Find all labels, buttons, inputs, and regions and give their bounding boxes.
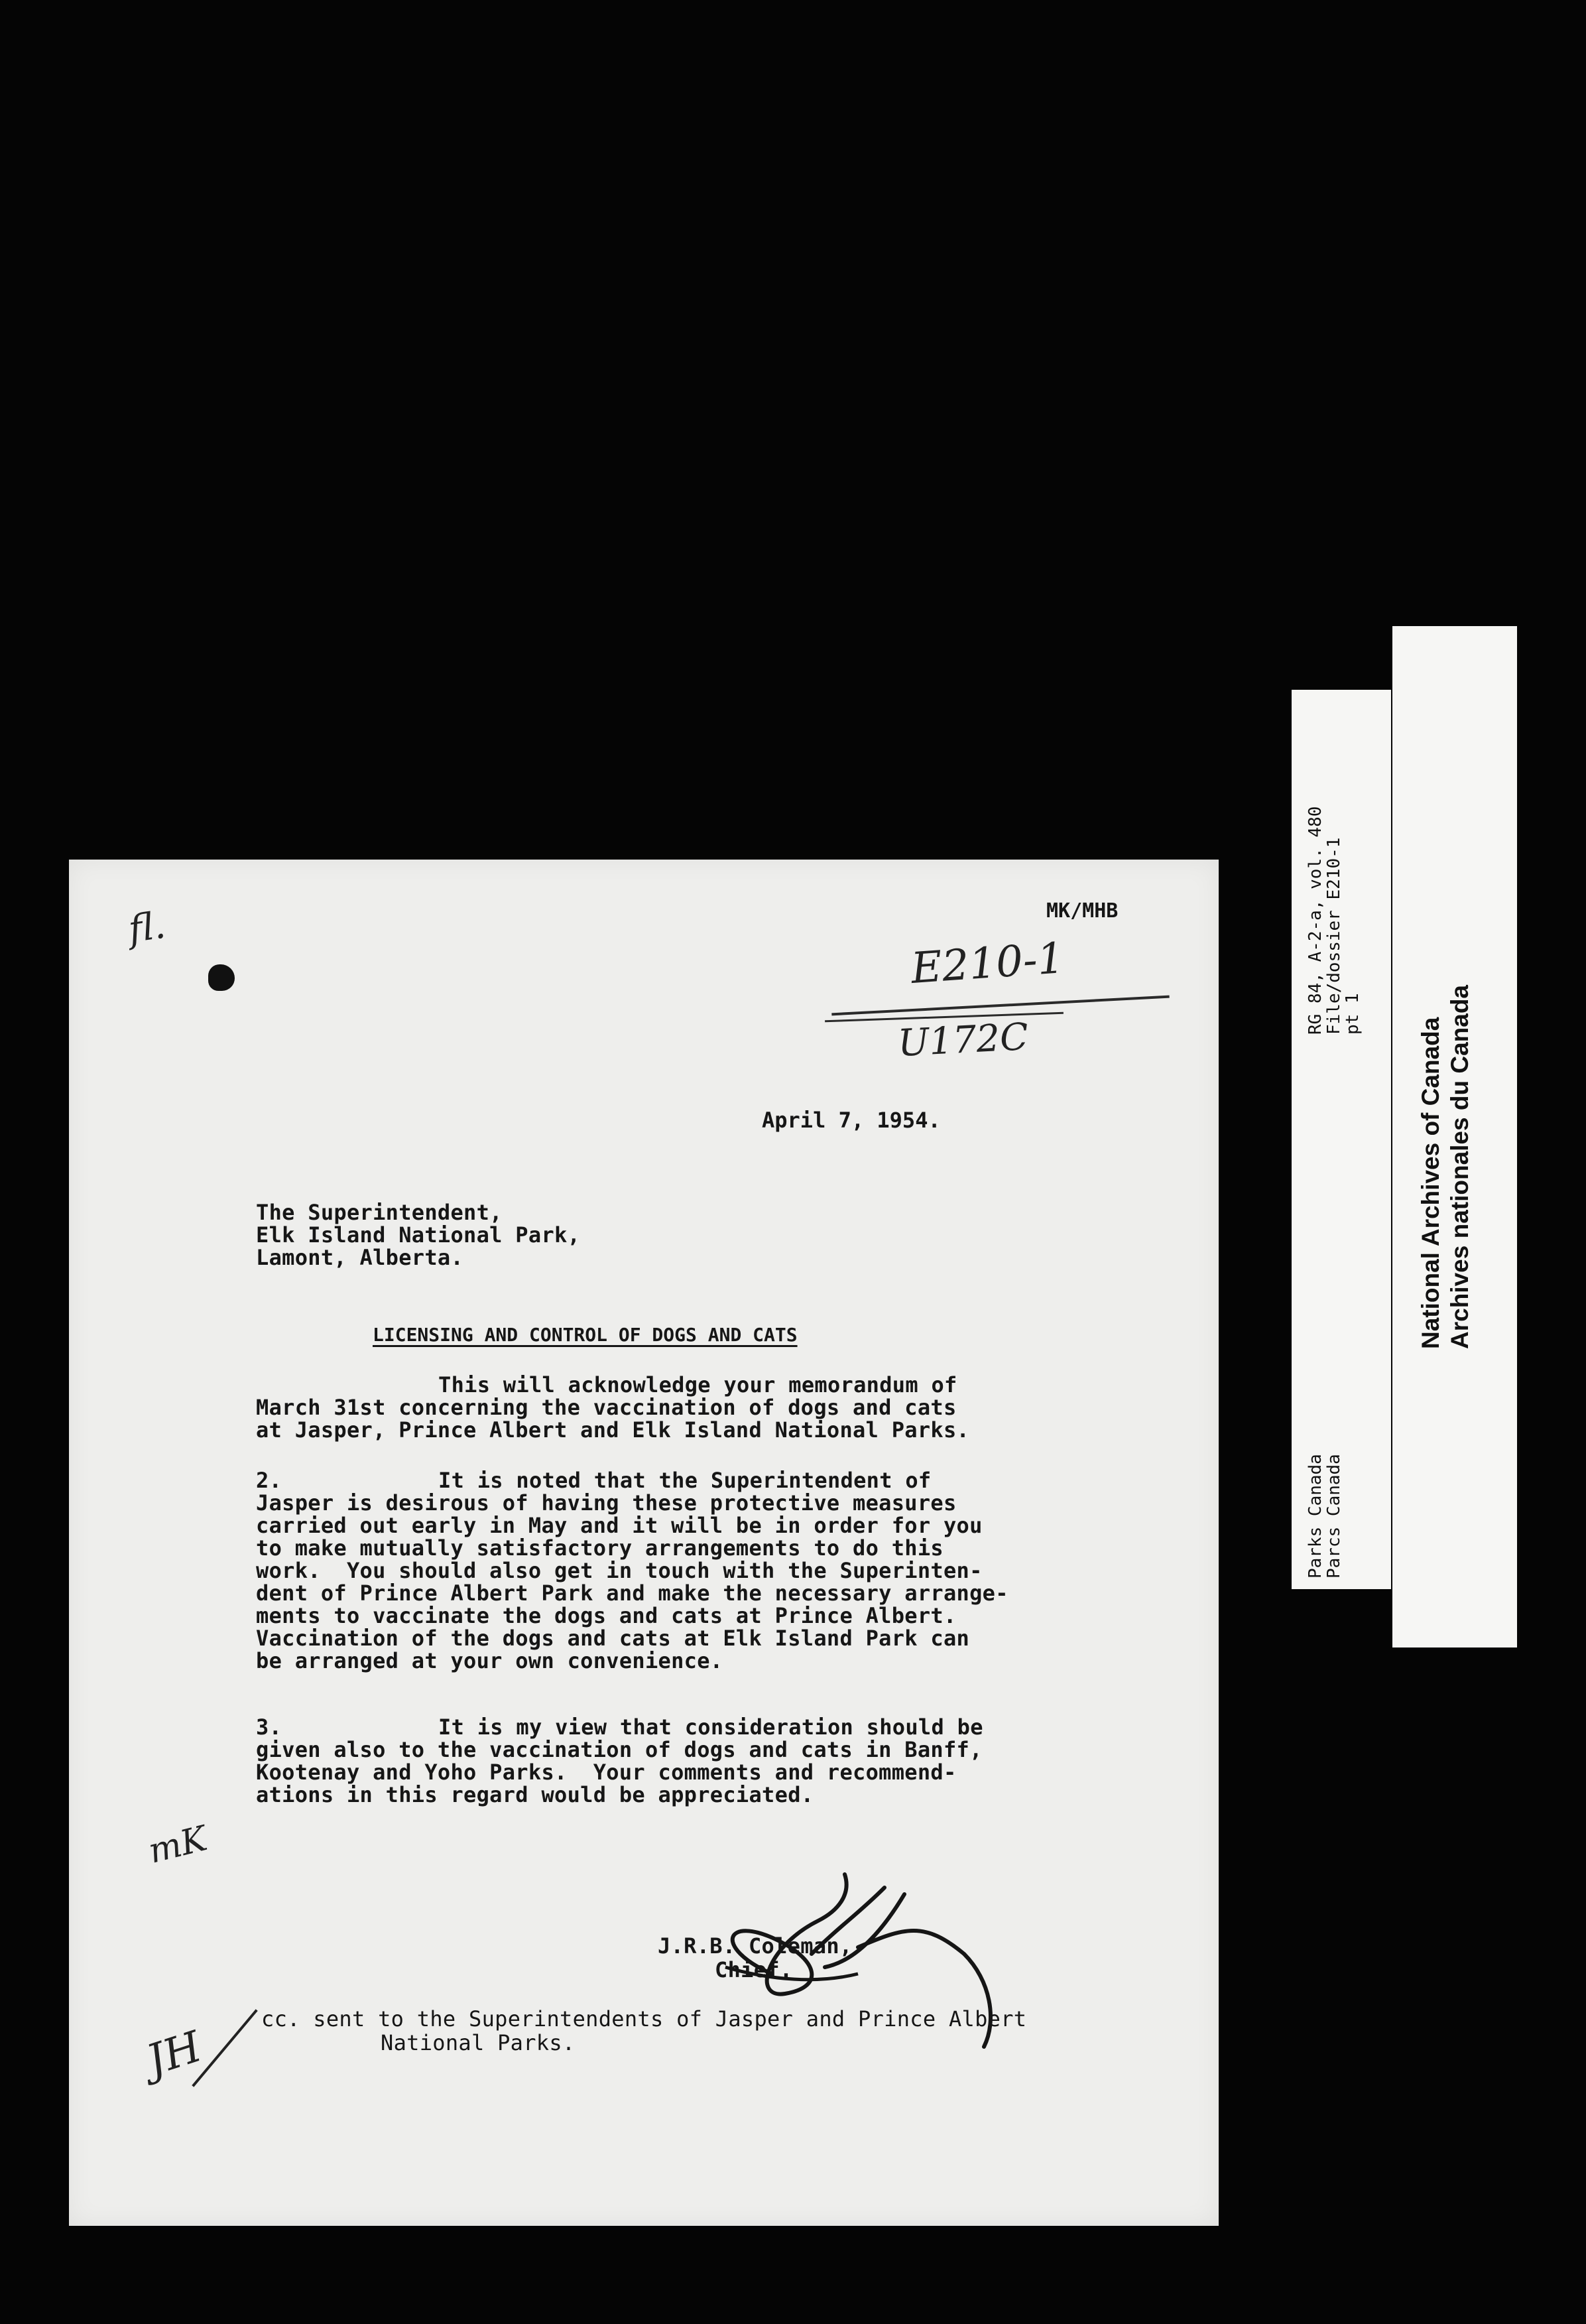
- initial-stroke: [192, 2009, 257, 2087]
- paragraph-number: 3.: [256, 1714, 282, 1740]
- handwritten-file-number: E210-1: [909, 934, 1066, 994]
- cc-line: cc. sent to the Superintendents of Jasper and Prince Albert: [261, 2006, 1027, 2032]
- signatory-title: Chief.: [715, 1957, 793, 1982]
- paragraph-line: carried out early in May and it will be in order for you: [256, 1513, 983, 1538]
- paragraph-line: It is noted that the Superintendent of: [438, 1468, 932, 1493]
- ink-blot: [208, 964, 235, 991]
- paragraph-line: dent of Prince Albert Park and make the necessary arrange-: [256, 1581, 1008, 1606]
- cc-line: National Parks.: [381, 2030, 576, 2055]
- reference-line-2: File/dossier E210-1: [1324, 837, 1344, 1035]
- paragraph-line: This will acknowledge your memorandum of: [438, 1372, 957, 1397]
- handwritten-file-number-secondary: U172C: [896, 1015, 1030, 1066]
- paragraph-line: work. You should also get in touch with the Superinten-: [256, 1558, 983, 1583]
- recipient-line: The Superintendent,: [256, 1200, 503, 1225]
- file-number-divider: [831, 996, 1170, 1016]
- signatory-name: J.R.B. Coleman,: [658, 1933, 853, 1959]
- paragraph-line: to make mutually satisfactory arrangements to do this: [256, 1535, 944, 1561]
- reference-code: MK/MHB: [1046, 899, 1119, 923]
- subject-heading: LICENSING AND CONTROL OF DOGS AND CATS: [373, 1324, 798, 1346]
- agency-en: Parks Canada: [1306, 1454, 1325, 1579]
- letter-page: [69, 860, 1219, 2226]
- archival-reference-label: [1292, 690, 1391, 1589]
- handwritten-initial-mk: mK: [145, 1819, 212, 1872]
- reference-line-3: pt 1: [1343, 993, 1363, 1035]
- paragraph-line: be arranged at your own convenience.: [256, 1648, 723, 1673]
- institution-name-fr: Archives nationales du Canada: [1446, 984, 1473, 1349]
- paragraph-line: ments to vaccinate the dogs and cats at Prince Albert.: [256, 1603, 957, 1628]
- handwritten-initial-top: fl.: [125, 903, 168, 952]
- paragraph-line: March 31st concerning the vaccination of dogs and cats: [256, 1395, 957, 1420]
- letter-date: April 7, 1954.: [762, 1108, 941, 1133]
- archival-institution-label: [1392, 626, 1517, 1647]
- agency-fr: Parcs Canada: [1324, 1454, 1344, 1579]
- paragraph-number: 2.: [256, 1468, 282, 1493]
- paragraph-line: Kootenay and Yoho Parks. Your comments and recommend-: [256, 1760, 957, 1785]
- paragraph-line: Jasper is desirous of having these protective measures: [256, 1490, 957, 1516]
- paragraph-line: ations in this regard would be appreciated.: [256, 1782, 814, 1807]
- recipient-line: Elk Island National Park,: [256, 1222, 581, 1248]
- paragraph-line: given also to the vaccination of dogs and cats in Banff,: [256, 1737, 983, 1762]
- handwritten-initial-jh: JH: [141, 2022, 208, 2086]
- recipient-line: Lamont, Alberta.: [256, 1245, 464, 1270]
- paragraph-line: Vaccination of the dogs and cats at Elk Island Park can: [256, 1626, 970, 1651]
- reference-line-1: RG 84, A-2-a, vol. 480: [1306, 806, 1325, 1035]
- paragraph-line: at Jasper, Prince Albert and Elk Island National Parks.: [256, 1417, 970, 1443]
- paragraph-line: It is my view that consideration should be: [438, 1714, 983, 1740]
- institution-name-en: National Archives of Canada: [1417, 1017, 1444, 1349]
